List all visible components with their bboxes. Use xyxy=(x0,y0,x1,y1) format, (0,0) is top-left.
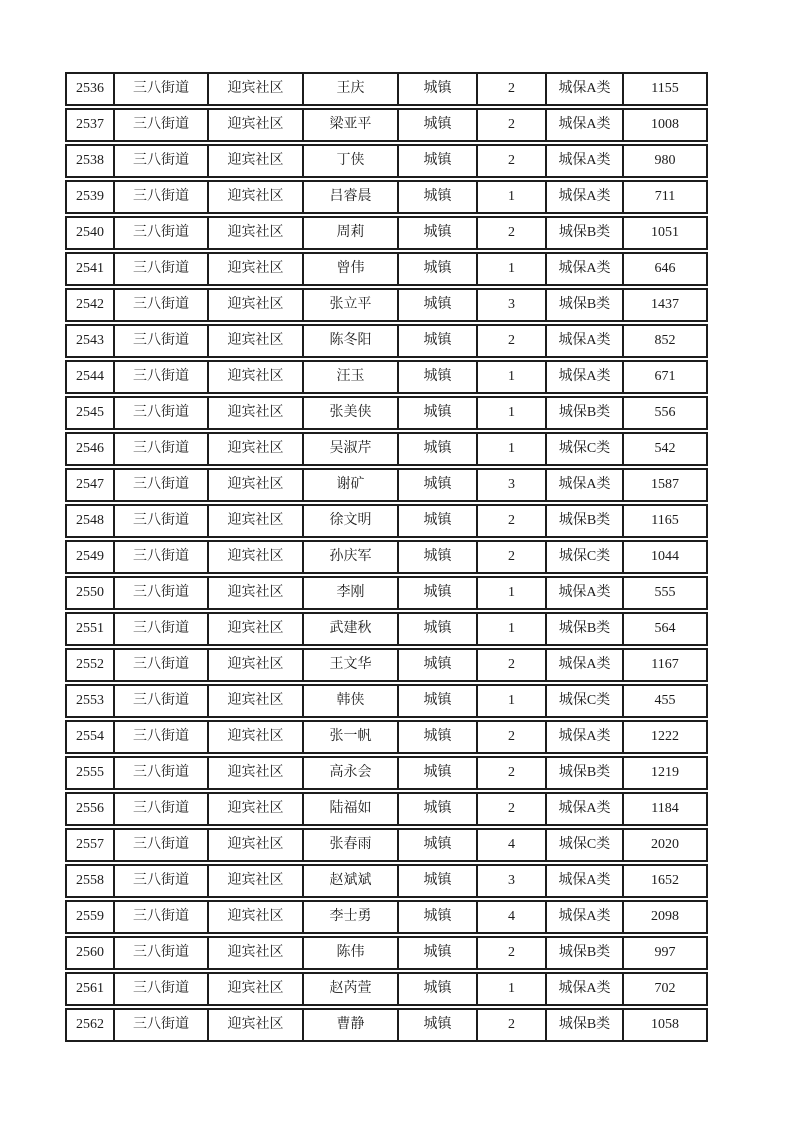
cell-street: 三八街道 xyxy=(113,252,209,286)
cell-serial: 2545 xyxy=(65,396,115,430)
cell-name: 丁侠 xyxy=(302,144,399,178)
cell-region-type: 城镇 xyxy=(397,864,478,898)
cell-serial: 2554 xyxy=(65,720,115,754)
cell-name: 张美侠 xyxy=(302,396,399,430)
cell-amount: 1219 xyxy=(622,756,708,790)
cell-serial: 2556 xyxy=(65,792,115,826)
cell-community: 迎宾社区 xyxy=(207,252,304,286)
cell-name: 武建秋 xyxy=(302,612,399,646)
table-row xyxy=(65,72,708,106)
cell-category: 城保A类 xyxy=(545,648,624,682)
cell-amount: 1437 xyxy=(622,288,708,322)
cell-member-count: 3 xyxy=(476,468,547,502)
cell-street: 三八街道 xyxy=(113,504,209,538)
cell-street: 三八街道 xyxy=(113,756,209,790)
cell-name: 陈冬阳 xyxy=(302,324,399,358)
cell-name: 徐文明 xyxy=(302,504,399,538)
cell-street: 三八街道 xyxy=(113,324,209,358)
cell-category: 城保A类 xyxy=(545,576,624,610)
cell-street: 三八街道 xyxy=(113,648,209,682)
cell-member-count: 4 xyxy=(476,900,547,934)
cell-community: 迎宾社区 xyxy=(207,216,304,250)
cell-amount: 646 xyxy=(622,252,708,286)
cell-amount: 1165 xyxy=(622,504,708,538)
cell-serial: 2547 xyxy=(65,468,115,502)
cell-community: 迎宾社区 xyxy=(207,324,304,358)
cell-member-count: 2 xyxy=(476,108,547,142)
cell-member-count: 3 xyxy=(476,864,547,898)
cell-street: 三八街道 xyxy=(113,1008,209,1042)
table-row xyxy=(65,468,708,502)
cell-member-count: 2 xyxy=(476,936,547,970)
cell-category: 城保A类 xyxy=(545,792,624,826)
cell-community: 迎宾社区 xyxy=(207,936,304,970)
cell-serial: 2559 xyxy=(65,900,115,934)
table-row xyxy=(65,252,708,286)
cell-street: 三八街道 xyxy=(113,828,209,862)
cell-serial: 2561 xyxy=(65,972,115,1006)
cell-serial: 2560 xyxy=(65,936,115,970)
cell-member-count: 2 xyxy=(476,144,547,178)
cell-serial: 2562 xyxy=(65,1008,115,1042)
cell-amount: 555 xyxy=(622,576,708,610)
cell-category: 城保A类 xyxy=(545,144,624,178)
cell-amount: 564 xyxy=(622,612,708,646)
cell-member-count: 1 xyxy=(476,576,547,610)
cell-name: 张立平 xyxy=(302,288,399,322)
table-row xyxy=(65,540,708,574)
table-row xyxy=(65,504,708,538)
cell-category: 城保A类 xyxy=(545,360,624,394)
cell-amount: 1008 xyxy=(622,108,708,142)
cell-amount: 556 xyxy=(622,396,708,430)
cell-community: 迎宾社区 xyxy=(207,648,304,682)
cell-member-count: 1 xyxy=(476,252,547,286)
cell-name: 梁亚平 xyxy=(302,108,399,142)
cell-region-type: 城镇 xyxy=(397,612,478,646)
table-row xyxy=(65,972,708,1006)
cell-street: 三八街道 xyxy=(113,360,209,394)
cell-region-type: 城镇 xyxy=(397,108,478,142)
cell-member-count: 2 xyxy=(476,648,547,682)
cell-region-type: 城镇 xyxy=(397,288,478,322)
cell-category: 城保A类 xyxy=(545,468,624,502)
cell-member-count: 3 xyxy=(476,288,547,322)
cell-amount: 852 xyxy=(622,324,708,358)
table-row xyxy=(65,396,708,430)
cell-member-count: 2 xyxy=(476,216,547,250)
table-row xyxy=(65,180,708,214)
cell-name: 汪玉 xyxy=(302,360,399,394)
cell-serial: 2539 xyxy=(65,180,115,214)
cell-serial: 2549 xyxy=(65,540,115,574)
cell-community: 迎宾社区 xyxy=(207,144,304,178)
cell-region-type: 城镇 xyxy=(397,756,478,790)
cell-amount: 997 xyxy=(622,936,708,970)
cell-serial: 2558 xyxy=(65,864,115,898)
cell-serial: 2542 xyxy=(65,288,115,322)
cell-name: 曾伟 xyxy=(302,252,399,286)
cell-street: 三八街道 xyxy=(113,612,209,646)
cell-category: 城保C类 xyxy=(545,684,624,718)
cell-amount: 2020 xyxy=(622,828,708,862)
cell-region-type: 城镇 xyxy=(397,72,478,106)
cell-community: 迎宾社区 xyxy=(207,576,304,610)
cell-region-type: 城镇 xyxy=(397,936,478,970)
cell-amount: 980 xyxy=(622,144,708,178)
table-row xyxy=(65,792,708,826)
cell-region-type: 城镇 xyxy=(397,540,478,574)
cell-street: 三八街道 xyxy=(113,972,209,1006)
cell-category: 城保A类 xyxy=(545,864,624,898)
cell-amount: 702 xyxy=(622,972,708,1006)
cell-name: 孙庆军 xyxy=(302,540,399,574)
cell-street: 三八街道 xyxy=(113,540,209,574)
cell-region-type: 城镇 xyxy=(397,648,478,682)
cell-name: 谢矿 xyxy=(302,468,399,502)
cell-amount: 1222 xyxy=(622,720,708,754)
cell-street: 三八街道 xyxy=(113,576,209,610)
cell-member-count: 1 xyxy=(476,432,547,466)
cell-category: 城保B类 xyxy=(545,612,624,646)
cell-street: 三八街道 xyxy=(113,108,209,142)
cell-category: 城保B类 xyxy=(545,288,624,322)
cell-community: 迎宾社区 xyxy=(207,720,304,754)
cell-community: 迎宾社区 xyxy=(207,540,304,574)
data-table xyxy=(65,72,708,1042)
cell-name: 赵芮萱 xyxy=(302,972,399,1006)
cell-region-type: 城镇 xyxy=(397,432,478,466)
table-row xyxy=(65,936,708,970)
cell-category: 城保C类 xyxy=(545,828,624,862)
cell-region-type: 城镇 xyxy=(397,972,478,1006)
cell-category: 城保B类 xyxy=(545,936,624,970)
cell-name: 吴淑芹 xyxy=(302,432,399,466)
cell-serial: 2544 xyxy=(65,360,115,394)
table-row xyxy=(65,216,708,250)
cell-region-type: 城镇 xyxy=(397,504,478,538)
cell-member-count: 1 xyxy=(476,972,547,1006)
table-row xyxy=(65,288,708,322)
cell-name: 高永会 xyxy=(302,756,399,790)
cell-street: 三八街道 xyxy=(113,792,209,826)
cell-member-count: 2 xyxy=(476,1008,547,1042)
cell-region-type: 城镇 xyxy=(397,576,478,610)
cell-street: 三八街道 xyxy=(113,72,209,106)
cell-community: 迎宾社区 xyxy=(207,288,304,322)
cell-serial: 2553 xyxy=(65,684,115,718)
cell-amount: 455 xyxy=(622,684,708,718)
cell-region-type: 城镇 xyxy=(397,828,478,862)
cell-serial: 2550 xyxy=(65,576,115,610)
cell-name: 李刚 xyxy=(302,576,399,610)
cell-street: 三八街道 xyxy=(113,396,209,430)
cell-serial: 2557 xyxy=(65,828,115,862)
cell-street: 三八街道 xyxy=(113,468,209,502)
cell-serial: 2546 xyxy=(65,432,115,466)
cell-category: 城保C类 xyxy=(545,432,624,466)
cell-community: 迎宾社区 xyxy=(207,1008,304,1042)
cell-community: 迎宾社区 xyxy=(207,828,304,862)
cell-serial: 2552 xyxy=(65,648,115,682)
cell-community: 迎宾社区 xyxy=(207,900,304,934)
cell-community: 迎宾社区 xyxy=(207,756,304,790)
table-row xyxy=(65,828,708,862)
cell-amount: 542 xyxy=(622,432,708,466)
cell-name: 王庆 xyxy=(302,72,399,106)
table-row xyxy=(65,864,708,898)
cell-member-count: 4 xyxy=(476,828,547,862)
cell-amount: 1587 xyxy=(622,468,708,502)
cell-category: 城保B类 xyxy=(545,396,624,430)
cell-member-count: 2 xyxy=(476,756,547,790)
cell-amount: 1155 xyxy=(622,72,708,106)
cell-community: 迎宾社区 xyxy=(207,432,304,466)
cell-community: 迎宾社区 xyxy=(207,504,304,538)
cell-amount: 1184 xyxy=(622,792,708,826)
cell-member-count: 2 xyxy=(476,720,547,754)
cell-street: 三八街道 xyxy=(113,684,209,718)
cell-community: 迎宾社区 xyxy=(207,360,304,394)
cell-region-type: 城镇 xyxy=(397,720,478,754)
cell-member-count: 2 xyxy=(476,72,547,106)
cell-amount: 711 xyxy=(622,180,708,214)
cell-street: 三八街道 xyxy=(113,432,209,466)
cell-serial: 2537 xyxy=(65,108,115,142)
cell-community: 迎宾社区 xyxy=(207,972,304,1006)
cell-member-count: 2 xyxy=(476,540,547,574)
cell-category: 城保C类 xyxy=(545,540,624,574)
table-row xyxy=(65,144,708,178)
cell-community: 迎宾社区 xyxy=(207,72,304,106)
table-row xyxy=(65,612,708,646)
cell-street: 三八街道 xyxy=(113,288,209,322)
cell-street: 三八街道 xyxy=(113,180,209,214)
cell-street: 三八街道 xyxy=(113,864,209,898)
cell-member-count: 2 xyxy=(476,792,547,826)
cell-community: 迎宾社区 xyxy=(207,108,304,142)
cell-amount: 1044 xyxy=(622,540,708,574)
cell-region-type: 城镇 xyxy=(397,360,478,394)
cell-member-count: 1 xyxy=(476,612,547,646)
cell-name: 李士勇 xyxy=(302,900,399,934)
table-row xyxy=(65,1008,708,1042)
cell-region-type: 城镇 xyxy=(397,468,478,502)
cell-region-type: 城镇 xyxy=(397,216,478,250)
table-row xyxy=(65,432,708,466)
cell-community: 迎宾社区 xyxy=(207,684,304,718)
cell-community: 迎宾社区 xyxy=(207,396,304,430)
cell-serial: 2543 xyxy=(65,324,115,358)
cell-community: 迎宾社区 xyxy=(207,468,304,502)
cell-name: 周莉 xyxy=(302,216,399,250)
table-row xyxy=(65,900,708,934)
cell-category: 城保B类 xyxy=(545,216,624,250)
cell-serial: 2551 xyxy=(65,612,115,646)
cell-community: 迎宾社区 xyxy=(207,612,304,646)
cell-region-type: 城镇 xyxy=(397,324,478,358)
cell-amount: 1051 xyxy=(622,216,708,250)
cell-serial: 2540 xyxy=(65,216,115,250)
table-row xyxy=(65,756,708,790)
cell-member-count: 2 xyxy=(476,504,547,538)
table-row xyxy=(65,648,708,682)
cell-community: 迎宾社区 xyxy=(207,180,304,214)
cell-category: 城保A类 xyxy=(545,900,624,934)
cell-category: 城保A类 xyxy=(545,324,624,358)
cell-amount: 671 xyxy=(622,360,708,394)
cell-street: 三八街道 xyxy=(113,936,209,970)
cell-community: 迎宾社区 xyxy=(207,864,304,898)
table-row xyxy=(65,684,708,718)
cell-name: 曹静 xyxy=(302,1008,399,1042)
cell-region-type: 城镇 xyxy=(397,180,478,214)
cell-member-count: 1 xyxy=(476,684,547,718)
cell-category: 城保B类 xyxy=(545,756,624,790)
cell-region-type: 城镇 xyxy=(397,1008,478,1042)
cell-street: 三八街道 xyxy=(113,144,209,178)
cell-name: 张春雨 xyxy=(302,828,399,862)
cell-amount: 2098 xyxy=(622,900,708,934)
cell-member-count: 1 xyxy=(476,180,547,214)
cell-serial: 2538 xyxy=(65,144,115,178)
cell-street: 三八街道 xyxy=(113,216,209,250)
cell-name: 张一帆 xyxy=(302,720,399,754)
cell-region-type: 城镇 xyxy=(397,684,478,718)
cell-region-type: 城镇 xyxy=(397,252,478,286)
cell-category: 城保A类 xyxy=(545,252,624,286)
cell-member-count: 1 xyxy=(476,396,547,430)
cell-category: 城保A类 xyxy=(545,108,624,142)
cell-name: 吕睿晨 xyxy=(302,180,399,214)
cell-category: 城保A类 xyxy=(545,180,624,214)
cell-name: 陈伟 xyxy=(302,936,399,970)
table-row xyxy=(65,108,708,142)
cell-category: 城保B类 xyxy=(545,1008,624,1042)
cell-name: 陆福如 xyxy=(302,792,399,826)
table-row xyxy=(65,576,708,610)
cell-street: 三八街道 xyxy=(113,720,209,754)
cell-amount: 1167 xyxy=(622,648,708,682)
cell-name: 王文华 xyxy=(302,648,399,682)
cell-name: 赵斌斌 xyxy=(302,864,399,898)
cell-community: 迎宾社区 xyxy=(207,792,304,826)
cell-category: 城保B类 xyxy=(545,504,624,538)
cell-amount: 1058 xyxy=(622,1008,708,1042)
cell-region-type: 城镇 xyxy=(397,144,478,178)
cell-category: 城保A类 xyxy=(545,972,624,1006)
cell-category: 城保A类 xyxy=(545,72,624,106)
cell-region-type: 城镇 xyxy=(397,900,478,934)
cell-street: 三八街道 xyxy=(113,900,209,934)
table-row xyxy=(65,324,708,358)
cell-serial: 2541 xyxy=(65,252,115,286)
cell-region-type: 城镇 xyxy=(397,396,478,430)
cell-serial: 2555 xyxy=(65,756,115,790)
cell-serial: 2548 xyxy=(65,504,115,538)
cell-serial: 2536 xyxy=(65,72,115,106)
cell-category: 城保A类 xyxy=(545,720,624,754)
cell-amount: 1652 xyxy=(622,864,708,898)
table-row xyxy=(65,720,708,754)
cell-member-count: 1 xyxy=(476,360,547,394)
cell-name: 韩侠 xyxy=(302,684,399,718)
table-row xyxy=(65,360,708,394)
cell-region-type: 城镇 xyxy=(397,792,478,826)
cell-member-count: 2 xyxy=(476,324,547,358)
